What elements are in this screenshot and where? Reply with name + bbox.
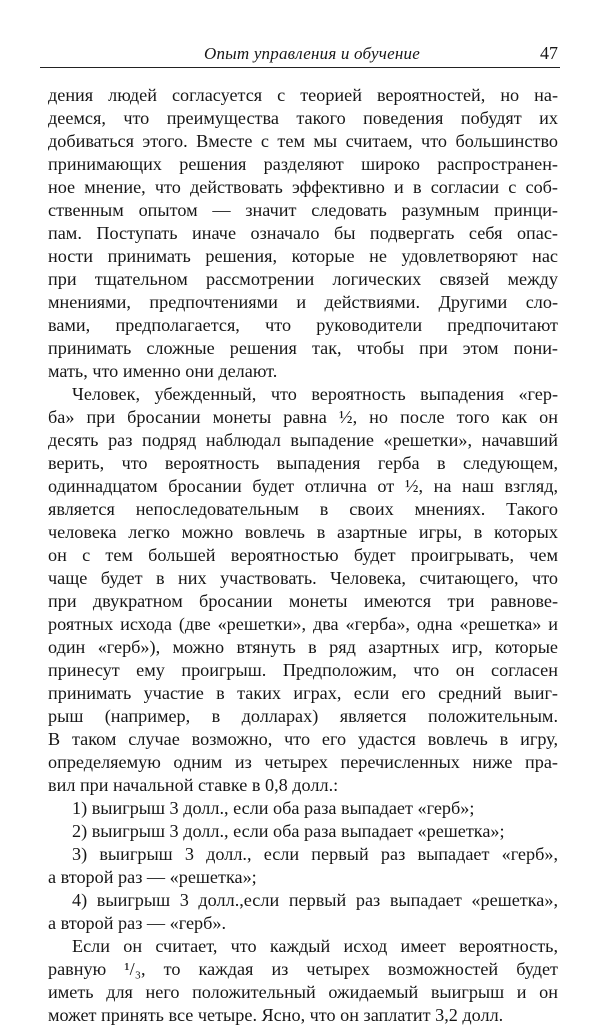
text-line: 2) выигрыш 3 долл., если оба раза выпадает «решетка»; xyxy=(72,821,505,841)
text-line: при тщательном рассмотрении логических связей между xyxy=(48,269,558,289)
text-line: принимающих решения разделяют широко распространен- xyxy=(48,154,558,174)
body-text xyxy=(48,84,558,1027)
text-line: ное мнение, что действовать эффективно и в согласии с соб- xyxy=(48,177,558,197)
text-line: принимать участие в таких играх, если его средний выиг- xyxy=(48,683,558,703)
text-line: добиваться этого. Вместе с тем мы считаем, что большинство xyxy=(48,131,558,151)
paragraph xyxy=(48,797,558,820)
text-line: Человек, убежденный, что вероятность выпадения «гер- xyxy=(72,384,558,404)
text-line: деемся, что преимущества такого поведения побудят их xyxy=(48,108,558,128)
text-line: а второй раз — «герб». xyxy=(48,913,227,933)
paragraph xyxy=(48,820,558,843)
text-line: определяемую одним из четырех перечисленных ниже пра- xyxy=(48,752,558,772)
text-line: 1) выигрыш 3 долл., если оба раза выпадает «герб»; xyxy=(72,798,475,818)
text-line: один «герб»), можно втянуть в ряд азартных игр, которые xyxy=(48,637,558,657)
text-line: иметь для него положительный ожидаемый выигрыш и он xyxy=(48,982,558,1002)
text-line: 3) выигрыш 3 долл., если первый раз выпадает «герб», xyxy=(72,844,558,864)
text-line: равную ¹/₃, то каждая из четырех возможностей будет xyxy=(48,959,558,979)
text-line: является непоследовательным в своих мнениях. Такого xyxy=(48,499,558,519)
text-line: ственным опытом — значит следовать разумным принци- xyxy=(48,200,558,220)
paragraph xyxy=(48,84,558,383)
paragraph xyxy=(48,843,558,889)
text-line: роятных исхода (две «решетки», два «герба», одна «решетка» и xyxy=(48,614,558,634)
text-line: Если он считает, что каждый исход имеет вероятность, xyxy=(72,936,558,956)
text-line: одиннадцатом бросании будет отлична от ½, на наш взгляд, xyxy=(48,476,558,496)
text-line: при двукратном бросании монеты имеются три равнове- xyxy=(48,591,558,611)
text-line: вил при начальной ставке в 0,8 долл.: xyxy=(48,775,339,795)
text-line: он с тем большей вероятностью будет проигрывать, чем xyxy=(48,545,558,565)
page-number: 47 xyxy=(540,43,558,63)
paragraph xyxy=(48,935,558,1027)
text-line: а второй раз — «решетка»; xyxy=(48,867,257,887)
text-line: ба» при бросании монеты равна ½, но после того как он xyxy=(48,407,558,427)
text-line: 4) выигрыш 3 долл.,если первый раз выпадает «решетка», xyxy=(72,890,558,910)
text-line: принесут ему проигрыш. Предположим, что он согласен xyxy=(48,660,558,680)
text-line: верить, что вероятность выпадения герба в следующем, xyxy=(48,453,558,473)
text-line: пам. Поступать иначе означало бы подвергать себя опас- xyxy=(48,223,558,243)
text-line: мать, что именно они делают. xyxy=(48,361,278,381)
paragraph xyxy=(48,889,558,935)
text-line: чаще будет в них участвовать. Человека, считающего, что xyxy=(48,568,558,588)
text-line: В таком случае возможно, что его удастся вовлечь в игру, xyxy=(48,729,558,749)
header-rule xyxy=(40,67,560,68)
text-line: принимать сложные решения так, чтобы при этом пони- xyxy=(48,338,558,358)
text-line: человека легко можно вовлечь в азартные игры, в которых xyxy=(48,522,558,542)
text-line: мнениями, предпочтениями и действиями. Другими сло- xyxy=(48,292,558,312)
paragraph xyxy=(48,383,558,797)
text-line: десять раз подряд наблюдал выпадение «решетки», начавший xyxy=(48,430,558,450)
text-line: вами, предполагается, что руководители предпочитают xyxy=(48,315,558,335)
text-line: дения людей согласуется с теорией вероятностей, но на- xyxy=(48,85,558,105)
text-line: может принять все четыре. Ясно, что он заплатит 3,2 долл. xyxy=(48,1005,504,1025)
running-title: Опыт управления и обучение xyxy=(204,44,420,63)
text-line: ности принимать решения, которые не удовлетворяют нас xyxy=(48,246,558,266)
text-line: рыш (например, в долларах) является положительным. xyxy=(48,706,558,726)
page-header xyxy=(40,40,560,70)
